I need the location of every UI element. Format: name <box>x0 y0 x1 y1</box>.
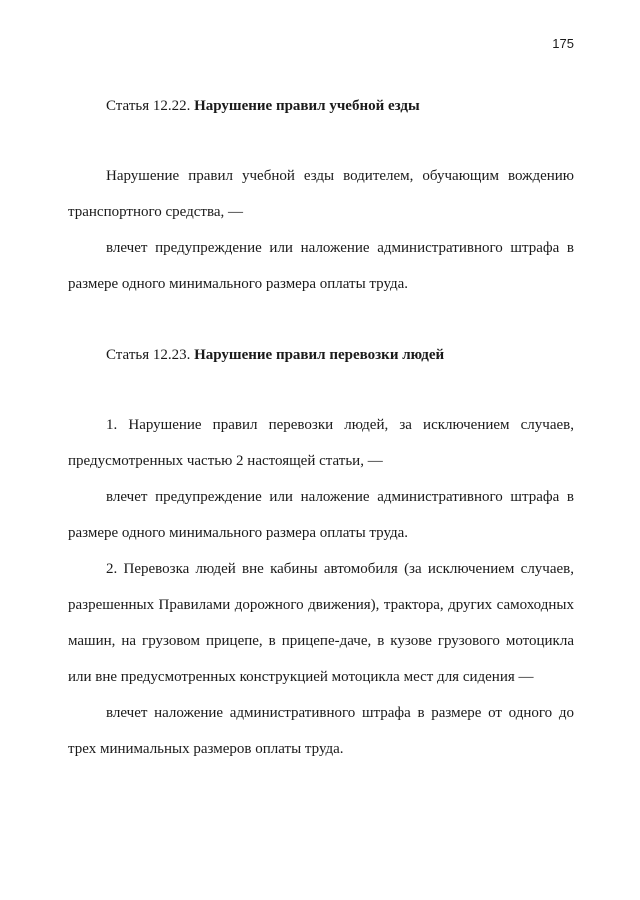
article-number: Статья 12.22. <box>106 98 191 114</box>
article-heading <box>106 96 420 116</box>
article-number: Статья 12.23. <box>106 347 191 363</box>
article-heading <box>106 345 444 365</box>
paragraph: Нарушение правил учебной езды водителем, обучающим вождению транспортного средства, — <box>68 168 574 220</box>
page-number: 175 <box>552 36 574 51</box>
article-title: Нарушение правил учебной езды <box>194 98 420 114</box>
paragraph: 2. Перевозка людей вне кабины автомобиля (за исключением случаев, разрешенных Правилами дорожного движения), трактора, других самоходных машин, на грузовом прицепе, в прицепе-даче, в кузове грузового мотоцикла или вне предусмотренных конструкцией мотоцикла мест для сидения — <box>68 561 574 685</box>
paragraph: влечет наложение административного штрафа в размере от одного до трех минимальных размеров оплаты труда. <box>68 705 574 757</box>
paragraph: влечет предупреждение или наложение административного штрафа в размере одного минимального размера оплаты труда. <box>68 240 574 292</box>
article-body <box>68 158 574 302</box>
article-title: Нарушение правил перевозки людей <box>194 347 445 363</box>
paragraph: 1. Нарушение правил перевозки людей, за исключением случаев, предусмотренных частью 2 настоящей статьи, — <box>68 417 574 469</box>
article-body <box>68 407 574 767</box>
paragraph: влечет предупреждение или наложение административного штрафа в размере одного минимального размера оплаты труда. <box>68 489 574 541</box>
